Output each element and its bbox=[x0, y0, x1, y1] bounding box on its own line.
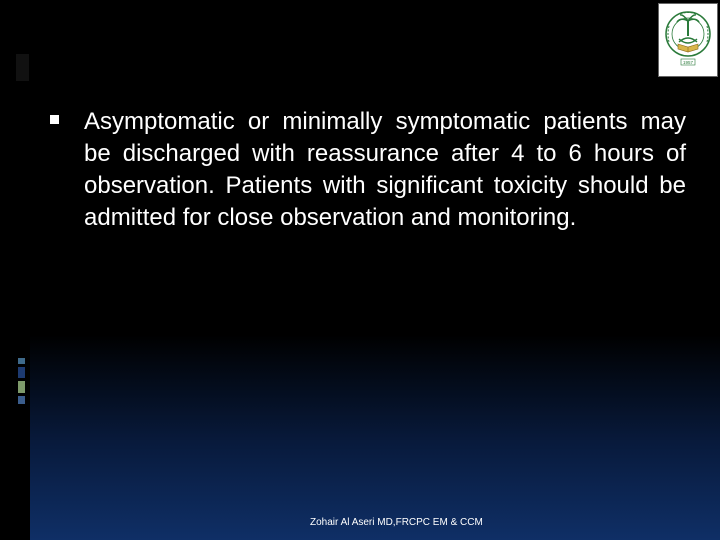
university-seal-icon bbox=[659, 4, 717, 76]
color-marker bbox=[18, 367, 25, 378]
content-area bbox=[60, 106, 686, 234]
main-panel bbox=[30, 0, 720, 540]
color-marker bbox=[18, 358, 25, 364]
university-logo bbox=[658, 3, 718, 77]
bullet-text: Asymptomatic or minimally symptomatic patients may be discharged with reassurance after 4 to 6 hours of observation. Patients with significant toxicity should be admitted for close observation and monitoring. bbox=[84, 108, 686, 231]
logo-year: 1957 bbox=[682, 60, 694, 65]
accent-block bbox=[16, 54, 29, 81]
square-bullet-icon bbox=[50, 115, 59, 124]
left-strip bbox=[0, 0, 28, 540]
color-marker bbox=[18, 381, 25, 393]
slide-footer: Zohair Al Aseri MD,FRCPC EM & CCM bbox=[310, 517, 483, 528]
color-marker bbox=[18, 396, 25, 404]
